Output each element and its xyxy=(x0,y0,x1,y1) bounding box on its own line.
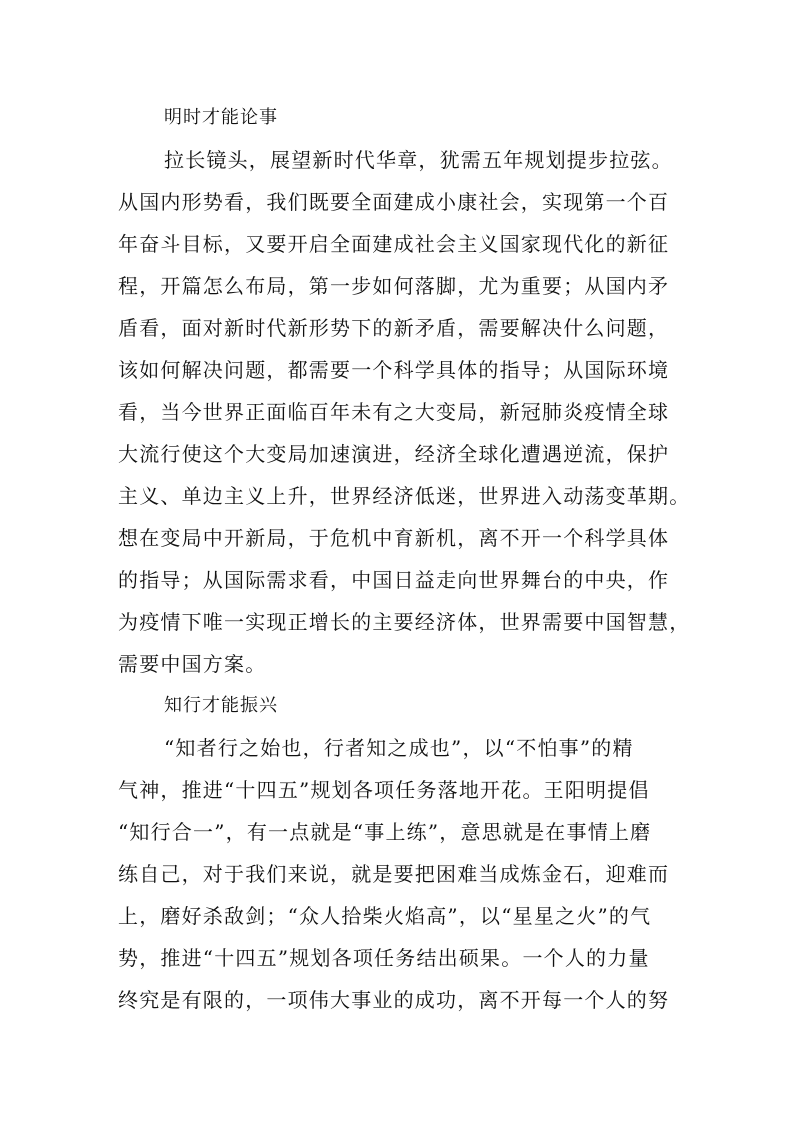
paragraph-line: 终究是有限的，一项伟大事业的成功，离不开每一个人的努 xyxy=(118,988,670,1012)
paragraph-line: 拉长镜头，展望新时代华章，犹需五年规划提步拉弦。 xyxy=(164,148,673,172)
paragraph-line: 主义、单边主义上升，世界经济低迷，世界进入动荡变革期。 xyxy=(118,484,691,508)
paragraph-line: 上，磨好杀敌剑；“众人拾柴火焰高”，以“星星之火”的气 xyxy=(118,904,652,928)
paragraph-line: 练自己，对于我们来说，就是要把困难当成炼金石，迎难而 xyxy=(118,862,670,886)
paragraph-line: 需要中国方案。 xyxy=(118,652,267,676)
paragraph-line: 程，开篇怎么布局，第一步如何落脚，尤为重要；从国内矛 xyxy=(118,274,670,298)
paragraph-line: 大流行使这个大变局加速演进，经济全球化遭遇逆流，保护 xyxy=(118,442,670,466)
section-heading-2: 知行才能振兴 xyxy=(164,695,278,716)
paragraph-line: 该如何解决问题，都需要一个科学具体的指导；从国际环境 xyxy=(118,358,670,382)
paragraph-line: 从国内形势看，我们既要全面建成小康社会，实现第一个百 xyxy=(118,190,670,214)
paragraph-line: “知行合一”，有一点就是“事上练”，意思就是在事情上磨 xyxy=(118,820,652,844)
paragraph-line: 为疫情下唯一实现正增长的主要经济体，世界需要中国智慧， xyxy=(118,610,691,634)
paragraph-line: 势，推进“十四五”规划各项任务结出硕果。一个人的力量 xyxy=(118,946,650,970)
paragraph-line: “知者行之始也，行者知之成也”，以“不怕事”的精 xyxy=(164,736,634,760)
paragraph-line: 的指导；从国际需求看，中国日益走向世界舞台的中央，作 xyxy=(118,568,670,592)
paragraph-line: 想在变局中开新局，于危机中育新机，离不开一个科学具体 xyxy=(118,526,670,550)
paragraph-line: 气神，推进“十四五”规划各项任务落地开花。王阳明提倡 xyxy=(118,778,650,802)
paragraph-line: 盾看，面对新时代新形势下的新矛盾，需要解决什么问题， xyxy=(118,316,670,340)
paragraph-line: 看，当今世界正面临百年未有之大变局，新冠肺炎疫情全球 xyxy=(118,400,670,424)
section-heading-1: 明时才能论事 xyxy=(164,107,278,128)
paragraph-line: 年奋斗目标，又要开启全面建成社会主义国家现代化的新征 xyxy=(118,232,670,256)
